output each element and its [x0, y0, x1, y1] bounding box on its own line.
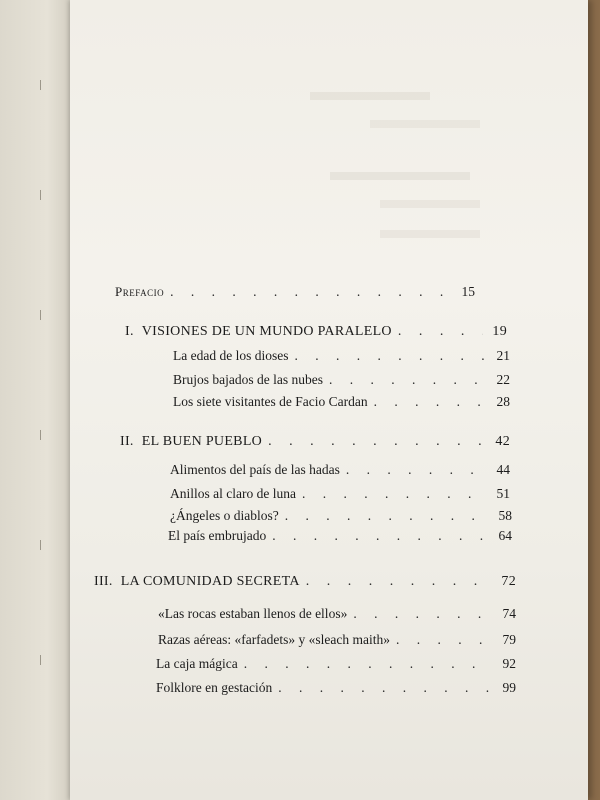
section-title: «Las rocas estaban llenos de ellos»: [158, 606, 348, 621]
left-page-edge: [0, 0, 77, 800]
page-number: 42: [495, 434, 510, 449]
page-number: 21: [496, 348, 510, 363]
show-through-text: [370, 120, 480, 128]
dot-leader: [272, 528, 488, 544]
dot-leader: [374, 394, 486, 410]
dot-leader: [170, 284, 451, 300]
chapter-title: LA COMUNIDAD SECRETA: [120, 574, 300, 589]
show-through-text: [310, 92, 430, 100]
page-number: 28: [496, 394, 510, 409]
dot-leader: [294, 348, 486, 364]
show-through-text: [380, 200, 480, 208]
toc-section: [158, 632, 516, 648]
chapter-numeral: I.: [125, 324, 134, 339]
binding-stitch: [40, 310, 47, 320]
section-title: La caja mágica: [156, 656, 238, 671]
dot-leader: [353, 606, 492, 622]
toc-section: [170, 508, 512, 524]
toc-section: [173, 372, 510, 388]
dot-leader: [285, 508, 488, 524]
page-number: 44: [496, 462, 510, 477]
show-through-text: [330, 172, 470, 180]
book-page: [70, 0, 588, 800]
binding-stitch: [40, 80, 47, 90]
dot-leader: [268, 434, 486, 450]
dot-leader: [398, 324, 483, 340]
chapter-numeral: II.: [120, 434, 134, 449]
binding-stitch: [40, 540, 47, 550]
section-title: Los siete visitantes de Facio Cardan: [173, 394, 368, 409]
page-number: 15: [461, 284, 475, 299]
dot-leader: [396, 632, 492, 648]
dot-leader: [329, 372, 486, 388]
page-number: 19: [492, 324, 507, 339]
toc-section: [158, 606, 516, 622]
toc-section: [173, 394, 510, 410]
toc-chapter-2: [120, 434, 510, 450]
dot-leader: [306, 574, 492, 590]
dot-leader: [244, 656, 492, 672]
binding-stitch: [40, 430, 47, 440]
toc-chapter-1: [125, 324, 507, 340]
toc-section: [168, 528, 512, 544]
section-title: Razas aéreas: «farfadets» y «sleach maith»: [158, 632, 391, 647]
page-number: 22: [496, 372, 510, 387]
dot-leader: [278, 680, 492, 696]
chapter-title: EL BUEN PUEBLO: [141, 434, 263, 449]
binding-stitch: [40, 190, 47, 200]
section-title: La edad de los dioses: [173, 348, 289, 363]
page-number: 99: [502, 680, 516, 695]
toc-section: [156, 656, 516, 672]
section-title: Brujos bajados de las nubes: [173, 372, 323, 387]
section-title: Anillos al claro de luna: [170, 486, 296, 501]
toc-section: [156, 680, 516, 696]
page-number: 51: [496, 486, 510, 501]
binding-stitch: [40, 655, 47, 665]
page-number: 92: [502, 656, 516, 671]
page-number: 79: [502, 632, 516, 647]
toc-preface: [115, 284, 475, 300]
preface-label: Prefacio: [115, 284, 165, 299]
chapter-title: VISIONES DE UN MUNDO PARALELO: [141, 324, 392, 339]
toc-section: [170, 462, 510, 478]
dot-leader: [346, 462, 486, 478]
toc-section: [173, 348, 510, 364]
section-title: El país embrujado: [168, 528, 267, 543]
page-number: 58: [498, 508, 512, 523]
page-number: 72: [501, 574, 516, 589]
section-title: ¿Ángeles o diablos?: [170, 508, 279, 523]
section-title: Alimentos del país de las hadas: [170, 462, 340, 477]
show-through-text: [380, 230, 480, 238]
page-number: 64: [498, 528, 512, 543]
page-number: 74: [502, 606, 516, 621]
section-title: Folklore en gestación: [156, 680, 273, 695]
toc-chapter-3: [94, 574, 516, 590]
toc-section: [170, 486, 510, 502]
chapter-numeral: III.: [94, 574, 113, 589]
dot-leader: [302, 486, 486, 502]
